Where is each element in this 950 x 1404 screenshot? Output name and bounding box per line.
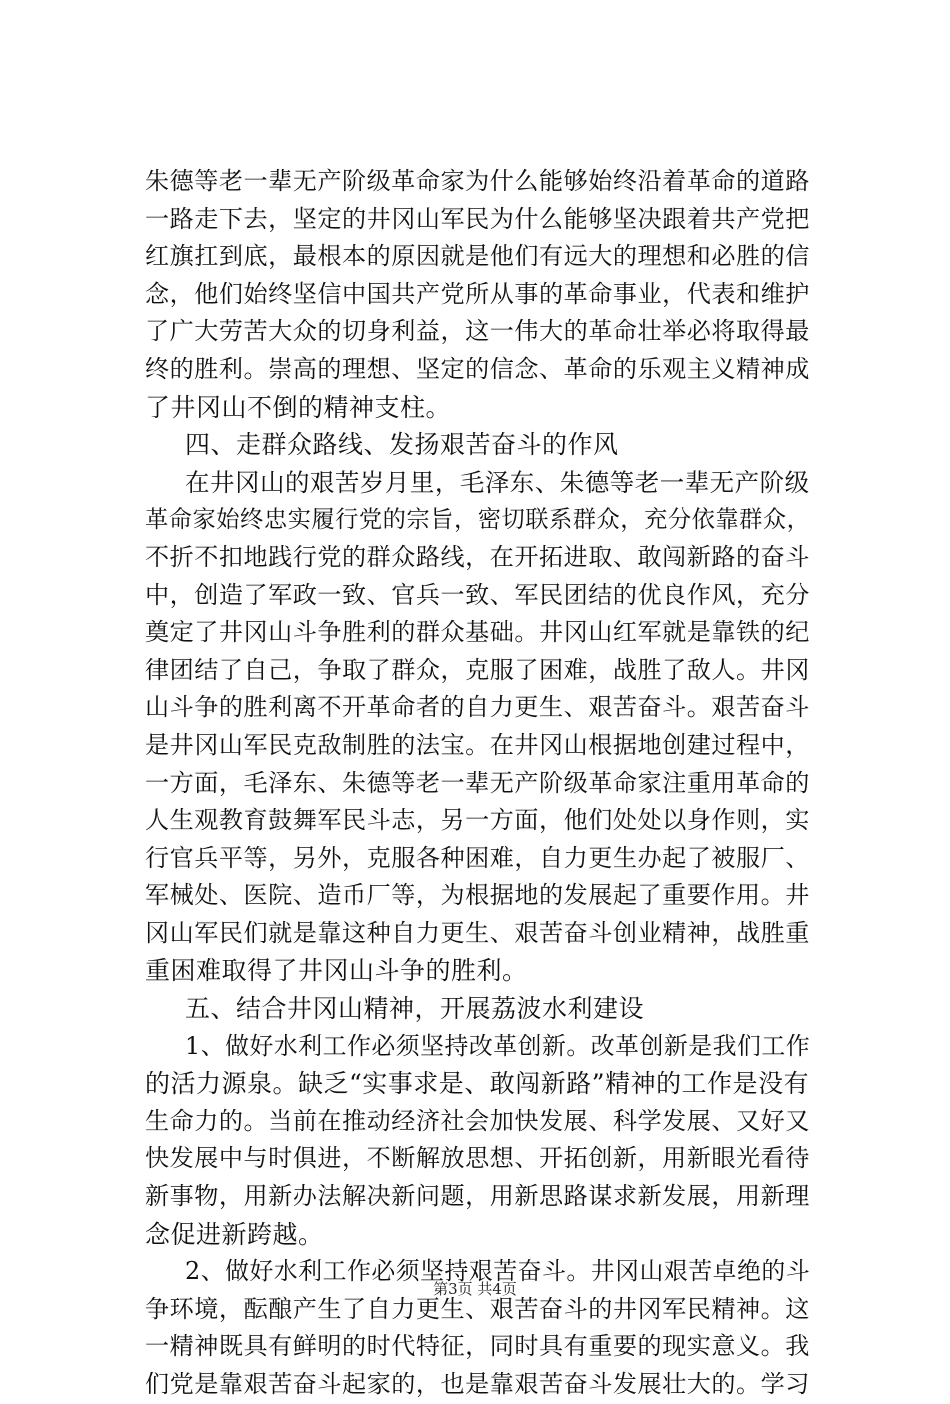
- text-line: 2、做好水利工作必须坚持艰苦奋斗。井冈山艰苦卓绝的斗: [185, 1257, 811, 1286]
- text-line: 终的胜利。崇高的理想、坚定的信念、革命的乐观主义精神成: [145, 354, 810, 383]
- text-line: 生命力的。当前在推动经济社会加快发展、科学发展、又好又: [145, 1106, 810, 1135]
- text-line: 山斗争的胜利离不开革命者的自力更生、艰苦奋斗。艰苦奋斗: [145, 693, 810, 722]
- text-line: 念，他们始终坚信中国共产党所从事的革命事业，代表和维护: [145, 279, 810, 308]
- text-line: 念促进新跨越。: [145, 1219, 324, 1249]
- text-line: 重困难取得了井冈山斗争的胜利。: [145, 956, 528, 986]
- text-line: 一精神既具有鲜明的时代特征，同时具有重要的现实意义。我: [145, 1332, 810, 1361]
- page-footer: 第3页 共4页: [433, 1280, 517, 1298]
- text-line: 在井冈山的艰苦岁月里，毛泽东、朱德等老一辈无产阶级: [185, 467, 810, 497]
- text-line: 快发展中与时俱进，不断解放思想、开拓创新，用新眼光看待: [145, 1144, 810, 1173]
- text-line: 是井冈山军民克敌制胜的法宝。在井冈山根据地创建过程中，: [145, 730, 810, 759]
- text-line: 律团结了自己，争取了群众，克服了困难，战胜了敌人。井冈: [145, 655, 810, 684]
- document-body: [145, 163, 810, 1404]
- text-line: 一方面，毛泽东、朱德等老一辈无产阶级革命家注重用革命的: [145, 768, 810, 797]
- text-line: 人生观教育鼓舞军民斗志，另一方面，他们处处以身作则，实: [145, 806, 810, 835]
- text-line: 了井冈山不倒的精神支柱。: [145, 392, 452, 422]
- text-line: 冈山军民们就是靠这种自力更生、艰苦奋斗创业精神，战胜重: [145, 918, 810, 947]
- text-line: 的活力源泉。缺乏“实事求是、敢闯新路”精神的工作是没有: [145, 1069, 810, 1099]
- text-line: 争环境，酝酿产生了自力更生、艰苦奋斗的井冈军民精神。这: [145, 1294, 810, 1323]
- text-line: 红旗扛到底，最根本的原因就是他们有远大的理想和必胜的信: [145, 242, 810, 271]
- text-line: 五、结合井冈山精神，开展荔波水利建设: [185, 994, 645, 1024]
- text-line: 四、走群众路线、发扬艰苦奋斗的作风: [185, 430, 619, 460]
- text-line: 不折不扣地践行党的群众路线，在开拓进取、敢闯新路的奋斗: [145, 542, 810, 571]
- text-line: 中，创造了军政一致、官兵一致、军民团结的优良作风，充分: [145, 580, 810, 609]
- text-line: 们党是靠艰苦奋斗起家的，也是靠艰苦奋斗发展壮大的。学习: [145, 1370, 810, 1398]
- text-line: 奠定了井冈山斗争胜利的群众基础。井冈山红军就是靠铁的纪: [145, 618, 810, 647]
- text-line: 革命家始终忠实履行党的宗旨，密切联系群众，充分依靠群众，: [145, 506, 811, 534]
- text-line: 1、做好水利工作必须坚持改革创新。改革创新是我们工作: [185, 1031, 811, 1060]
- text-line: 了广大劳苦大众的切身利益，这一伟大的革命壮举必将取得最: [145, 317, 810, 346]
- text-line: 军械处、医院、造币厂等，为根据地的发展起了重要作用。井: [145, 881, 810, 910]
- text-line: 朱德等老一辈无产阶级革命家为什么能够始终沿着革命的道路: [145, 167, 810, 195]
- text-line: 新事物，用新办法解决新问题，用新思路谋求新发展，用新理: [145, 1182, 810, 1211]
- text-line: 一路走下去，坚定的井冈山军民为什么能够坚决跟着共产党把: [145, 204, 810, 233]
- text-line: 行官兵平等，另外，克服各种困难，自力更生办起了被服厂、: [145, 843, 810, 872]
